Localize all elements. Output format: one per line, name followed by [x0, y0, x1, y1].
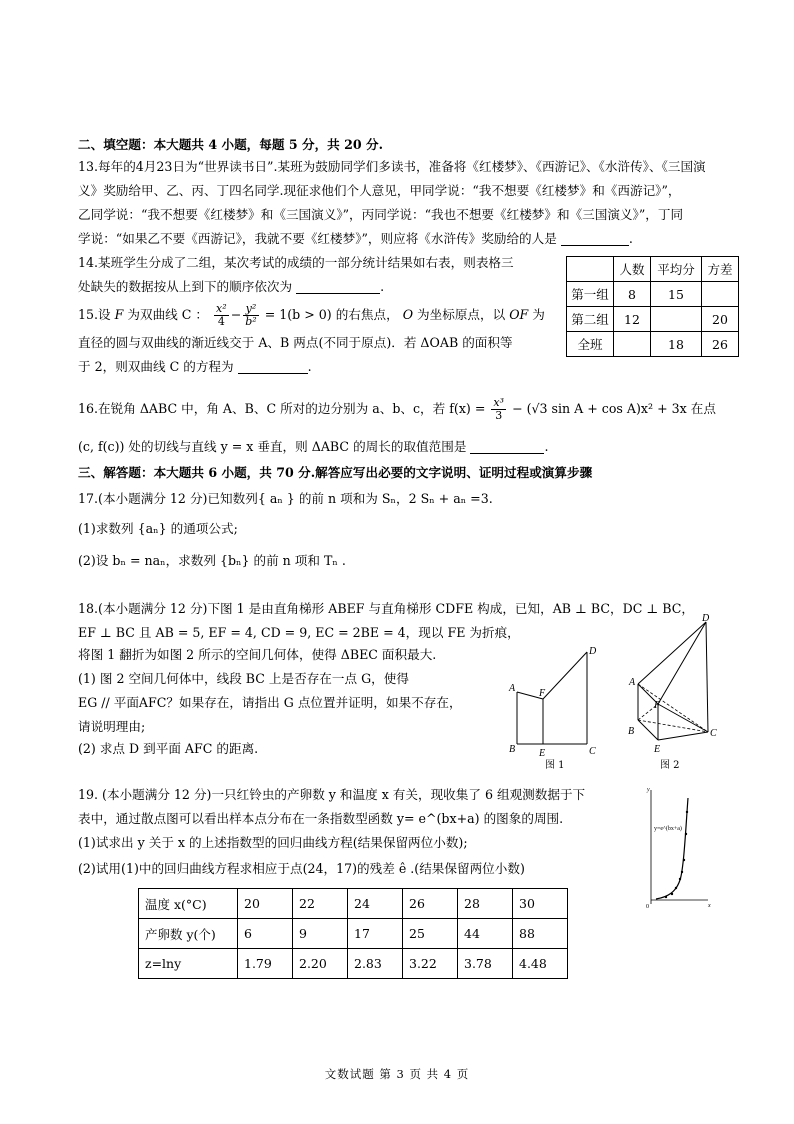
frac-den: 3 — [495, 409, 503, 422]
q14-cell — [651, 307, 702, 332]
q19-cell: 温度 x(°C) — [139, 889, 238, 919]
q14-cell: 18 — [651, 332, 702, 357]
q17-line-3: (2)设 bₙ = naₙ，求数列 {bₙ} 的前 n 项和 Tₙ . — [78, 553, 346, 568]
q14-cell: 26 — [702, 332, 739, 357]
fig2-label-A: A — [629, 677, 636, 688]
q19-cell: 2.20 — [293, 949, 348, 979]
frac-den: b² — [245, 315, 257, 328]
q14-cell: 方差 — [702, 257, 739, 282]
q18-line-1: 18.(本小题满分 12 分)下图 1 是由直角梯形 ABEF 与直角梯形 CDFE 构成，已知，AB ⊥ BC，DC ⊥ BC， — [78, 601, 694, 616]
q19-row-temperature — [139, 889, 568, 919]
q16-line-2-text: (c, f(c)) 处的切线与直线 y = x 垂直，则 ΔABC 的周长的取值范围是 — [78, 439, 467, 454]
fig2-edge-EC — [658, 732, 708, 740]
q19-cell: 30 — [513, 889, 568, 919]
q19-cell: 17 — [348, 919, 403, 949]
q18-figure-1 — [505, 640, 605, 770]
q15-frac-x — [214, 303, 229, 328]
graph-point — [685, 833, 687, 835]
q14-cell: 平均分 — [651, 257, 702, 282]
q15-text: 为 — [528, 307, 545, 322]
q19-cell: 6 — [238, 919, 293, 949]
graph-curve-label: y=e^(bx+a) — [654, 826, 682, 832]
graph-point — [683, 859, 685, 861]
q19-cell: 3.22 — [403, 949, 458, 979]
q19-cell: z=lny — [139, 949, 238, 979]
q18-line-2: EF ⊥ BC 且 AB = 5, EF = 4, CD = 9, EC = 2BE = 4，现以 FE 为折痕， — [78, 625, 520, 640]
q19-cell: 88 — [513, 919, 568, 949]
q13-answer-blank[interactable] — [561, 231, 629, 246]
q13-line-4: 学说：“如果乙不要《西游记》，我就不要《红楼梦》”，则应将《水浒传》奖励给的人是 . — [78, 231, 633, 246]
q19-line-1: 19. (本小题满分 12 分)一只红铃虫的产卵数 y 和温度 x 有关，现收集了 6 组观测数据于下 — [78, 787, 586, 802]
fig2-caption: 图 2 — [660, 760, 680, 771]
q15-var-OF: OF — [509, 307, 529, 322]
fig2-label-F: F — [654, 700, 661, 711]
section-2-title: 二、填空题：本大题共 4 小题，每题 5 分，共 20 分. — [78, 137, 384, 152]
q14-table-row — [567, 307, 739, 332]
q19-line-2: 表中，通过散点图可以看出样本点分布在一条指数型函数 y= e^(bx+a) 的图象的周围. — [78, 811, 564, 826]
fig1-label-E: E — [539, 748, 546, 759]
fig2-dashed-AC — [638, 684, 708, 732]
q14-cell: 20 — [702, 307, 739, 332]
frac-den: 4 — [217, 315, 225, 328]
q14-answer-blank[interactable] — [296, 279, 380, 294]
fig2-edge-DC — [706, 622, 708, 732]
q19-cell: 28 — [458, 889, 513, 919]
fig1-caption: 图 1 — [545, 760, 565, 770]
q19-line-3: (1)试求出 y 关于 x 的上述指数型的回归曲线方程(结果保留两位小数); — [78, 835, 468, 850]
q15-line-3-text: 于 2，则双曲线 C 的方程为 — [78, 359, 234, 374]
q16-frac — [491, 397, 506, 422]
fig2-label-D: D — [702, 613, 710, 624]
q16-text: − (√3 sin A + cos A)x² + 3x 在点 — [508, 401, 716, 416]
q19-cell: 产卵数 y(个) — [139, 919, 238, 949]
q19-cell: 26 — [403, 889, 458, 919]
q15-line-2: 直径的圆与双曲线的渐近线交于 A、B 两点(不同于原点)．若 ΔOAB 的面积等 — [78, 335, 513, 350]
q14-cell: 8 — [614, 282, 651, 307]
frac-num: x² — [216, 302, 227, 315]
fig2-label-B: B — [628, 726, 635, 737]
q14-table-row — [567, 282, 739, 307]
fig1-label-A: A — [509, 683, 516, 694]
q19-cell: 4.48 — [513, 949, 568, 979]
q19-cell: 1.79 — [238, 949, 293, 979]
q14-cell — [702, 282, 739, 307]
q15-line-1 — [78, 300, 545, 330]
q19-cell: 24 — [348, 889, 403, 919]
q14-cell: 12 — [614, 307, 651, 332]
q14-cell — [614, 332, 651, 357]
q19-cell: 25 — [403, 919, 458, 949]
q18-line-5: EG // 平面AFC？如果存在，请指出 G 点位置并证明，如果不存在， — [78, 695, 462, 710]
q18-line-6: 请说明理由; — [78, 719, 146, 734]
frac-num: y² — [243, 303, 258, 316]
q16-answer-blank[interactable] — [470, 439, 544, 454]
q14-line-2: 处缺失的数据按从上到下的顺序依次为 . — [78, 279, 385, 294]
q19-cell: 9 — [293, 919, 348, 949]
q15-text: = 1(b > 0) 的右焦点， — [264, 307, 399, 322]
q19-data-table — [138, 888, 568, 979]
fig1-label-F: F — [539, 688, 546, 699]
graph-point — [671, 893, 673, 895]
q18-figure-2 — [620, 612, 720, 772]
graph-x-label: x — [708, 903, 711, 909]
q13-line-4-text: 学说：“如果乙不要《西游记》，我就不要《红楼梦》”，则应将《水浒传》奖励给的人是 — [78, 231, 557, 246]
q18-line-7: (2) 求点 D 到平面 AFC 的距离. — [78, 741, 259, 756]
fig1-label-C: C — [589, 746, 596, 757]
q15-var-O: O — [402, 307, 414, 322]
q15-frac-y — [243, 303, 258, 328]
q16-text: 16.在锐角 ΔABC 中，角 A、B、C 所对的边分别为 a、b、c，若 f(x) = — [78, 401, 490, 416]
q14-cell: 人数 — [614, 257, 651, 282]
graph-origin-label: 0 — [646, 904, 649, 910]
q19-cell: 3.78 — [458, 949, 513, 979]
q19-cell: 20 — [238, 889, 293, 919]
q15-var-F: F — [114, 307, 124, 322]
section-3-title: 三、解答题：本大题共 6 小题，共 70 分.解答应写出必要的文字说明、证明过程或演算步骤 — [78, 465, 593, 480]
page-footer: 文数试题 第 3 页 共 4 页 — [324, 1067, 470, 1081]
graph-curve — [656, 798, 688, 899]
q18-line-4: (1) 图 2 空间几何体中，线段 BC 上是否存在一点 G，使得 — [78, 671, 409, 686]
fig2-label-E: E — [654, 744, 661, 755]
q19-cell: 22 — [293, 889, 348, 919]
q15-text: 为双曲线 C ： — [123, 307, 209, 322]
q14-cell: 全班 — [567, 332, 614, 357]
q17-line-1: 17.(本小题满分 12 分)已知数列{ aₙ } 的前 n 项和为 Sₙ，2 Sₙ + aₙ =3. — [78, 491, 493, 506]
q16-line-1 — [78, 394, 716, 424]
q17-line-2: (1)求数列 {aₙ} 的通项公式; — [78, 521, 238, 536]
q14-table — [566, 256, 739, 357]
q19-row-lny — [139, 949, 568, 979]
q13-line-3: 乙同学说：“我不想要《红楼梦》和《三国演义》”，丙同学说：“我也不想要《红楼梦》和《三国演义》”，丁同 — [78, 207, 684, 222]
q15-minus: − — [230, 307, 242, 322]
fig1-label-D: D — [589, 646, 597, 657]
q13-line-1: 13.每年的4月23日为“世界读书日”.某班为鼓励同学们多读书，准备将《红楼梦》、《西游记》、《水浒传》、《三国演 — [78, 159, 706, 174]
q19-row-eggs — [139, 919, 568, 949]
q14-cell: 第一组 — [567, 282, 614, 307]
q14-cell: 15 — [651, 282, 702, 307]
q13-line-2: 义》奖励给甲、乙、丙、丁四名同学.现征求他们个人意见，甲同学说：“我不想要《红楼梦》和《西游记》”， — [78, 183, 681, 198]
q14-line-2-text: 处缺失的数据按从上到下的顺序依次为 — [78, 279, 293, 294]
graph-point — [675, 887, 677, 889]
q19-cell: 44 — [458, 919, 513, 949]
q19-cell: 2.83 — [348, 949, 403, 979]
q14-cell — [567, 257, 614, 282]
fig2-label-C: C — [710, 728, 717, 739]
frac-num: x³ — [493, 396, 505, 409]
q14-cell: 第二组 — [567, 307, 614, 332]
q19-scatter-graph — [636, 784, 716, 914]
q15-text: 15.设 — [78, 307, 115, 322]
graph-point — [681, 871, 683, 873]
fig1-edge-DF — [543, 652, 587, 699]
q15-text: 为坐标原点，以 — [413, 307, 510, 322]
fig2-edge-DA — [638, 622, 706, 684]
q14-line-1: 14.某班学生分成了二组，某次考试的成绩的一部分统计结果如右表，则表格三 — [78, 255, 514, 270]
q16-line-2: (c, f(c)) 处的切线与直线 y = x 垂直，则 ΔABC 的周长的取值范围是 . — [78, 439, 549, 454]
fig1-label-B: B — [509, 744, 516, 755]
q14-table-row — [567, 332, 739, 357]
q15-line-3: 于 2，则双曲线 C 的方程为 . — [78, 359, 312, 374]
fig2-edge-DF — [658, 622, 706, 704]
q18-line-3: 将图 1 翻折为如图 2 所示的空间几何体，使得 ΔBEC 面积最大. — [78, 647, 437, 662]
graph-point — [679, 878, 681, 880]
q19-line-4: (2)试用(1)中的回归曲线方程求相应于点(24，17)的残差 ê .(结果保留两位小数) — [78, 861, 525, 876]
graph-y-label: y — [647, 787, 650, 793]
graph-point — [665, 896, 667, 898]
q15-answer-blank[interactable] — [238, 359, 308, 374]
q14-table-header — [567, 257, 739, 282]
graph-point — [686, 811, 688, 813]
